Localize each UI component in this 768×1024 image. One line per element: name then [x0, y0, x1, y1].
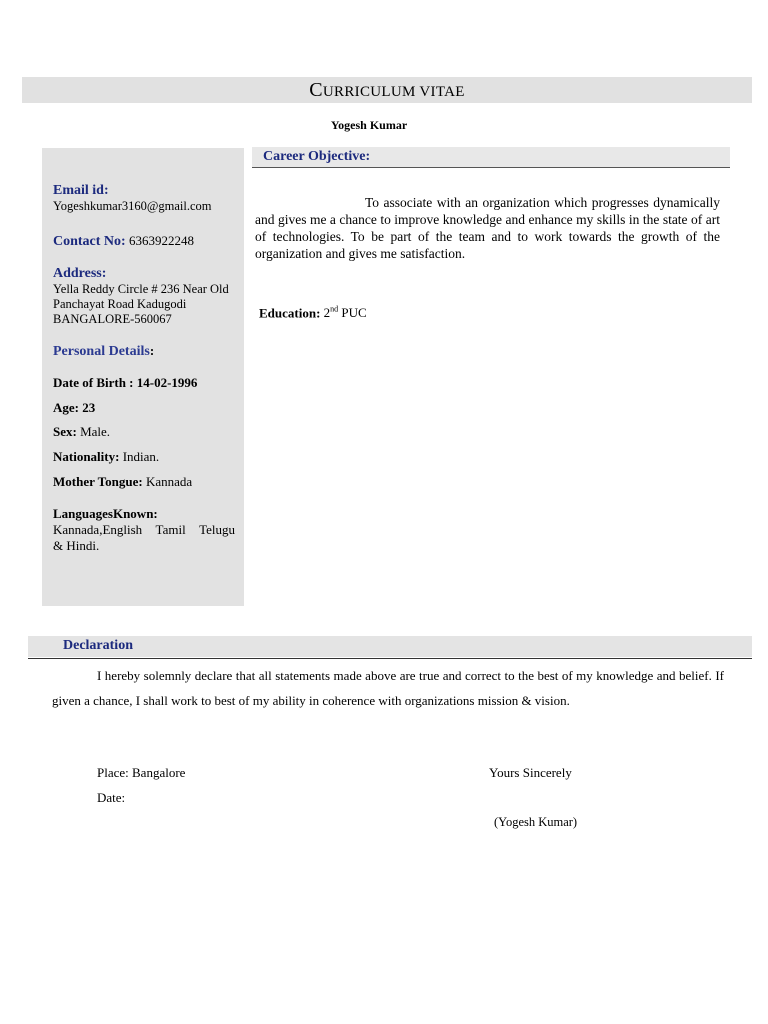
title-bar	[22, 77, 752, 103]
declaration-bar	[28, 636, 752, 657]
page-title: URRICULUM VITAE	[322, 84, 465, 100]
nationality-row	[53, 449, 235, 465]
career-objective-label: Career Objective:	[263, 149, 371, 164]
declaration-divider	[28, 658, 752, 659]
education-value	[324, 305, 367, 320]
dob: Date of Birth : 14-02-1996	[53, 375, 198, 390]
email-label: Email id:	[53, 183, 109, 198]
mother-tongue-label: Mother Tongue:	[53, 474, 143, 489]
address-line-2: Panchayat Road Kadugodi	[53, 297, 187, 311]
email-block	[53, 183, 235, 214]
declaration-text: I hereby solemnly declare that all statements made above are true and correct to the best of my knowledge and belief. If given a chance, I shall work to best of my ability in coherence with organizations mission & vision.	[52, 668, 724, 708]
education-number: 2	[323, 305, 331, 321]
sex-row	[53, 424, 235, 440]
mother-tongue-row	[53, 474, 235, 490]
personal-details-colon: :	[149, 343, 155, 358]
title-initial: C	[309, 79, 323, 101]
languages-line-2: & Hindi.	[53, 538, 100, 553]
mother-tongue-value: Kannada	[145, 474, 193, 489]
signature-name: (Yogesh Kumar)	[494, 815, 578, 829]
sex-label: Sex:	[53, 424, 77, 439]
nationality-label: Nationality:	[53, 449, 120, 464]
nationality-value: Indian.	[122, 449, 160, 464]
languages-line-1: Kannada,English Tamil Telugu	[53, 522, 235, 537]
place: Place: Bangalore	[97, 765, 186, 780]
personal-details-label: Personal Details	[53, 344, 150, 359]
contact-block	[53, 233, 235, 250]
address-label: Address:	[53, 266, 107, 281]
email-value: Yogeshkumar3160@gmail.com	[53, 199, 212, 213]
address-line-3: BANGALORE-560067	[53, 312, 172, 326]
address-line-1: Yella Reddy Circle # 236 Near Old	[53, 282, 229, 296]
education-row	[259, 305, 367, 321]
contact-value: 6363922248	[128, 233, 194, 248]
education-label: Education:	[259, 305, 321, 321]
languages-label: LanguagesKnown:	[53, 506, 158, 521]
education-suffix: nd	[330, 305, 339, 314]
personal-details-heading	[53, 343, 235, 360]
address-block	[53, 266, 235, 327]
contact-label: Contact No:	[53, 234, 126, 249]
candidate-name: Yogesh Kumar	[330, 118, 408, 132]
date: Date:	[97, 790, 126, 805]
languages-block	[53, 506, 235, 554]
age: Age: 23	[53, 400, 96, 415]
sex-value: Male.	[80, 424, 111, 439]
education-level: PUC	[341, 305, 367, 321]
closing-salutation: Yours Sincerely	[489, 765, 572, 780]
declaration-label: Declaration	[63, 638, 133, 653]
career-objective-text: To associate with an organization which progresses dynamically and gives me a chance to improve knowledge and enhance my skills in the state of art of technologies. To be part of the team and to work towards the growth of the organization and gives me satisfaction.	[255, 195, 720, 261]
